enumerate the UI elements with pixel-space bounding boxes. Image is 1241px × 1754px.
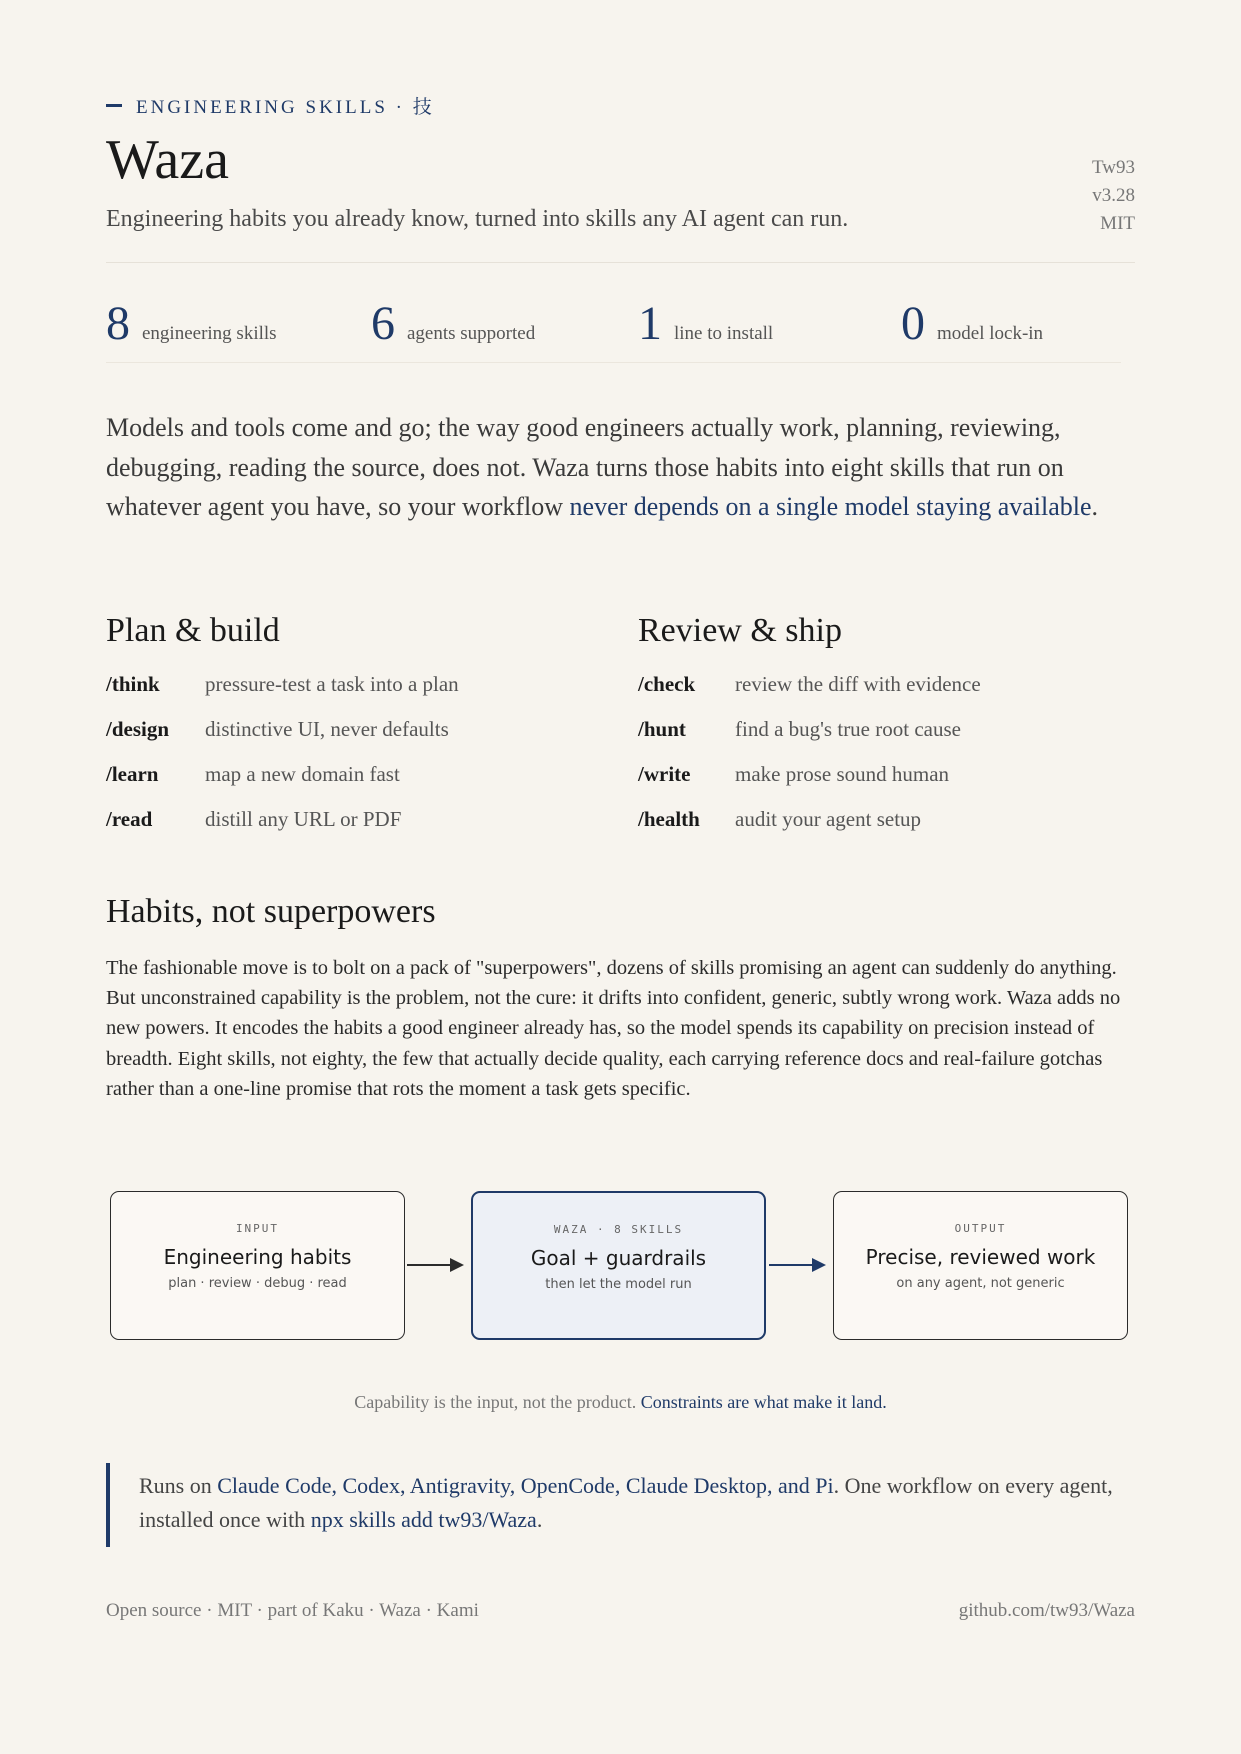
stat-agents <box>371 297 536 350</box>
box-subtitle: plan · review · debug · read <box>168 1276 347 1291</box>
skill-command: /write <box>638 762 691 786</box>
skill-description: audit your agent setup <box>735 807 922 831</box>
review-ship-section <box>638 614 1135 852</box>
lead-end: . <box>1091 492 1099 521</box>
footer-left: Open source · MIT · part of Kaku · Waza · Kami <box>106 1600 479 1621</box>
skill-description: make prose sound human <box>735 762 950 786</box>
stat-skills <box>106 297 277 350</box>
caption-text: Capability is the input, not the product. <box>354 1392 641 1412</box>
page-title: Waza <box>106 129 229 191</box>
box-tag: WAZA · 8 SKILLS <box>553 1223 684 1236</box>
divider <box>106 262 1135 263</box>
callout-text: Runs on <box>139 1473 218 1498</box>
callout-text: . <box>536 1507 543 1532</box>
skill-description: map a new domain fast <box>205 762 400 786</box>
flow-output-box <box>833 1191 1128 1340</box>
divider <box>106 362 1121 363</box>
skill-hunt <box>638 717 1135 762</box>
habits-body: The fashionable move is to bolt on a pack of "superpowers", dozens of skills promising an agent can suddenly do anything. But unconstrained capability is the problem, not the cure: it drifts into confident, generic, subtly wrong work. Waza adds no new powers. It encodes the habits a good engineer already has, so the model spends its capability on precision instead of breadth. Eight skills, not eighty, the few that actually decide quality, each carrying reference docs and real-failure gotchas rather than a one-line promise that rots the moment a task gets specific. <box>106 957 1121 1100</box>
skill-description: review the diff with evidence <box>735 672 981 696</box>
box-subtitle: then let the model run <box>545 1277 692 1292</box>
plan-build-section <box>106 614 606 852</box>
callout-agents: Claude Code, Codex, Antigravity, OpenCode, Claude Desktop, and Pi <box>217 1473 834 1498</box>
footer-repo-link[interactable]: github.com/tw93/Waza <box>958 1600 1135 1621</box>
skill-check <box>638 672 1135 717</box>
skill-think <box>106 672 606 717</box>
meta-version: v3.28 <box>1092 185 1135 206</box>
stat-label: agents supported <box>407 323 536 344</box>
box-title: Goal + guardrails <box>530 1246 707 1270</box>
stat-label: line to install <box>674 323 774 344</box>
box-tag: OUTPUT <box>954 1222 1007 1235</box>
skill-command: /design <box>106 717 170 741</box>
callout-text: . One workflow on every agent, installed once with <box>139 1473 1113 1532</box>
stat-number: 1 <box>638 297 662 350</box>
skill-description: distinctive UI, never defaults <box>205 717 449 741</box>
stat-lockin <box>901 297 1044 350</box>
stat-number: 8 <box>106 297 130 350</box>
skill-description: find a bug's true root cause <box>735 717 961 741</box>
flow-input-box <box>110 1191 405 1340</box>
box-subtitle: on any agent, not generic <box>896 1276 1065 1291</box>
flow-arrow <box>407 1264 462 1266</box>
section-title: Review & ship <box>638 612 842 649</box>
skill-description: pressure-test a task into a plan <box>205 672 459 696</box>
skill-write <box>638 762 1135 807</box>
caption-highlight: Constraints are what make it land. <box>640 1392 887 1412</box>
eyebrow-label: ENGINEERING SKILLS · 技 <box>136 97 435 118</box>
stat-label: model lock-in <box>937 323 1044 344</box>
eyebrow <box>106 92 435 119</box>
page-subtitle: Engineering habits you already know, turned into skills any AI agent can run. <box>106 206 849 232</box>
meta-block <box>1092 154 1135 238</box>
box-tag: INPUT <box>235 1222 280 1235</box>
box-title: Precise, reviewed work <box>865 1245 1096 1269</box>
meta-author: Tw93 <box>1091 157 1135 178</box>
stats-row <box>106 297 1135 360</box>
flow-waza-box <box>471 1191 766 1340</box>
lead-paragraph <box>106 408 1135 527</box>
skill-command: /learn <box>106 762 159 786</box>
stat-label: engineering skills <box>142 323 277 344</box>
meta-license: MIT <box>1100 213 1135 234</box>
skill-learn <box>106 762 606 807</box>
skill-read <box>106 807 606 852</box>
box-title: Engineering habits <box>163 1245 352 1269</box>
eyebrow-dash <box>106 104 122 107</box>
skill-design <box>106 717 606 762</box>
skill-command: /read <box>106 807 153 831</box>
flow-diagram <box>110 1191 1130 1341</box>
flow-caption <box>106 1392 1135 1413</box>
skill-health <box>638 807 1135 852</box>
lead-highlight: never depends on a single model staying available <box>569 492 1092 521</box>
skill-command: /hunt <box>638 717 686 741</box>
lead-text: Models and tools come and go; the way good engineers actually work, planning, reviewing, debugging, reading the source, does not. Waza turns those habits into eight skills that run on whatever agent you have, so your workflow <box>106 413 1064 521</box>
skill-command: /check <box>638 672 696 696</box>
flow-arrow <box>769 1264 824 1266</box>
skill-description: distill any URL or PDF <box>205 807 402 831</box>
install-command: npx skills add tw93/Waza <box>310 1507 537 1532</box>
stat-number: 6 <box>371 297 395 350</box>
agents-callout <box>106 1463 1135 1547</box>
skill-command: /health <box>638 807 700 831</box>
stat-number: 0 <box>901 297 925 350</box>
section-title: Plan & build <box>106 612 280 649</box>
skill-command: /think <box>106 672 160 696</box>
habits-title: Habits, not superpowers <box>106 893 436 930</box>
stat-install <box>638 297 774 350</box>
